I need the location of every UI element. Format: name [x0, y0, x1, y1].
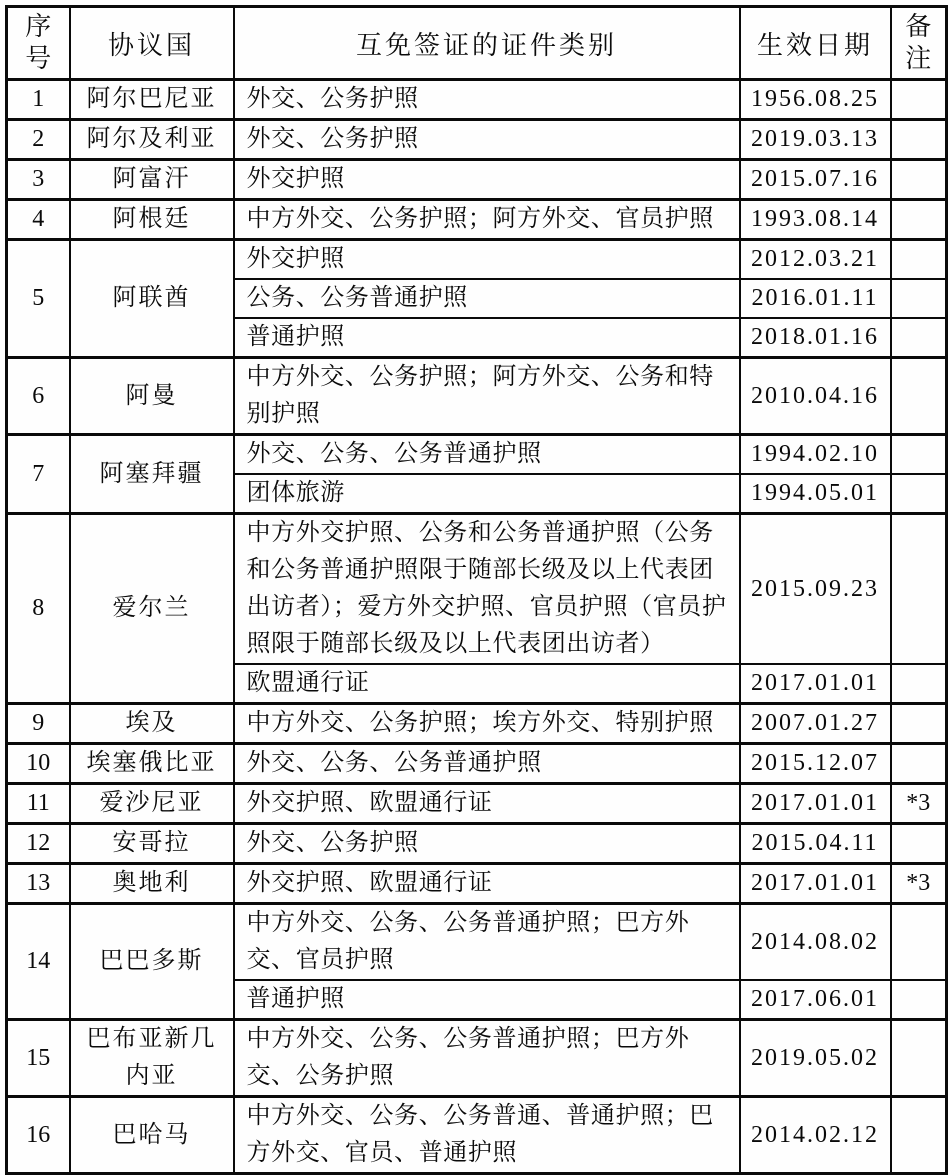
table-row — [7, 704, 947, 744]
header-effective-date: 生效日期 — [740, 7, 891, 80]
effective-date-cell: 2018.01.16 — [740, 318, 891, 358]
header-serial: 序号 — [7, 7, 70, 80]
country-cell: 阿联酋 — [70, 240, 234, 358]
country-cell: 阿曼 — [70, 358, 234, 435]
serial-cell: 2 — [7, 120, 70, 160]
effective-date-cell: 2007.01.27 — [740, 704, 891, 744]
visa-exemption-table — [5, 5, 948, 1175]
document-types-cell: 外交、公务、公务普通护照 — [234, 435, 740, 475]
table-body — [7, 80, 947, 1174]
country-cell: 巴巴多斯 — [70, 904, 234, 1020]
serial-cell: 14 — [7, 904, 70, 1020]
remark-cell — [891, 980, 947, 1020]
remark-cell — [891, 279, 947, 318]
effective-date-cell: 2012.03.21 — [740, 240, 891, 280]
document-types-cell: 外交护照 — [234, 160, 740, 200]
serial-cell: 15 — [7, 1020, 70, 1097]
remark-cell — [891, 80, 947, 120]
effective-date-cell: 2017.01.01 — [740, 864, 891, 904]
serial-cell: 16 — [7, 1097, 70, 1174]
header-remarks: 备注 — [891, 7, 947, 80]
remark-cell — [891, 824, 947, 864]
table-row — [7, 514, 947, 665]
effective-date-cell: 2014.02.12 — [740, 1097, 891, 1174]
effective-date-cell: 2015.04.11 — [740, 824, 891, 864]
document-types-cell: 外交、公务护照 — [234, 120, 740, 160]
country-cell: 巴哈马 — [70, 1097, 234, 1174]
effective-date-cell: 2014.08.02 — [740, 904, 891, 981]
document-types-cell: 外交护照、欧盟通行证 — [234, 784, 740, 824]
document-types-cell: 欧盟通行证 — [234, 664, 740, 704]
remark-cell: *3 — [891, 784, 947, 824]
document-types-cell: 公务、公务普通护照 — [234, 279, 740, 318]
serial-cell: 12 — [7, 824, 70, 864]
table-row — [7, 784, 947, 824]
effective-date-cell: 2017.01.01 — [740, 664, 891, 704]
effective-date-cell: 1994.02.10 — [740, 435, 891, 475]
table-row — [7, 358, 947, 435]
serial-cell: 4 — [7, 200, 70, 240]
effective-date-cell: 2017.01.01 — [740, 784, 891, 824]
country-cell: 爱尔兰 — [70, 514, 234, 704]
table-row — [7, 1097, 947, 1174]
country-cell: 阿尔及利亚 — [70, 120, 234, 160]
remark-cell — [891, 744, 947, 784]
serial-cell: 5 — [7, 240, 70, 358]
serial-cell: 10 — [7, 744, 70, 784]
document-types-cell: 中方外交、公务护照；阿方外交、官员护照 — [234, 200, 740, 240]
document-types-cell: 外交、公务护照 — [234, 80, 740, 120]
remark-cell — [891, 514, 947, 665]
remark-cell — [891, 1097, 947, 1174]
header-country: 协议国 — [70, 7, 234, 80]
effective-date-cell: 2016.01.11 — [740, 279, 891, 318]
effective-date-cell: 1956.08.25 — [740, 80, 891, 120]
document-types-cell: 普通护照 — [234, 980, 740, 1020]
country-cell: 奥地利 — [70, 864, 234, 904]
remark-cell — [891, 318, 947, 358]
remark-cell — [891, 1020, 947, 1097]
effective-date-cell: 1994.05.01 — [740, 474, 891, 514]
document-types-cell: 外交护照、欧盟通行证 — [234, 864, 740, 904]
document-types-cell: 外交、公务护照 — [234, 824, 740, 864]
remark-cell — [891, 704, 947, 744]
document-types-cell: 中方外交、公务护照；阿方外交、公务和特别护照 — [234, 358, 740, 435]
remark-cell — [891, 160, 947, 200]
document-types-cell: 中方外交、公务、公务普通、普通护照；巴方外交、官员、普通护照 — [234, 1097, 740, 1174]
table-row — [7, 1020, 947, 1097]
table-row — [7, 240, 947, 280]
table-row — [7, 160, 947, 200]
effective-date-cell: 2015.07.16 — [740, 160, 891, 200]
table-row — [7, 904, 947, 981]
effective-date-cell: 2015.09.23 — [740, 514, 891, 665]
document-types-cell: 中方外交护照、公务和公务普通护照（公务和公务普通护照限于随部长级及以上代表团出访者）；爱方外交护照、官员护照（官员护照限于随部长级及以上代表团出访者） — [234, 514, 740, 665]
effective-date-cell: 2015.12.07 — [740, 744, 891, 784]
document-types-cell: 中方外交、公务护照；埃方外交、特别护照 — [234, 704, 740, 744]
remark-cell — [891, 664, 947, 704]
remark-cell — [891, 240, 947, 280]
country-cell: 安哥拉 — [70, 824, 234, 864]
country-cell: 巴布亚新几内亚 — [70, 1020, 234, 1097]
remark-cell — [891, 200, 947, 240]
table-row — [7, 824, 947, 864]
table-row — [7, 120, 947, 160]
serial-cell: 13 — [7, 864, 70, 904]
country-cell: 埃塞俄比亚 — [70, 744, 234, 784]
remark-cell — [891, 435, 947, 475]
table-header — [7, 7, 947, 80]
serial-cell: 6 — [7, 358, 70, 435]
serial-cell: 9 — [7, 704, 70, 744]
country-cell: 阿尔巴尼亚 — [70, 80, 234, 120]
country-cell: 阿富汗 — [70, 160, 234, 200]
document-types-cell: 外交、公务、公务普通护照 — [234, 744, 740, 784]
serial-cell: 1 — [7, 80, 70, 120]
serial-cell: 11 — [7, 784, 70, 824]
effective-date-cell: 2010.04.16 — [740, 358, 891, 435]
document-types-cell: 团体旅游 — [234, 474, 740, 514]
remark-cell — [891, 120, 947, 160]
table-row — [7, 80, 947, 120]
country-cell: 埃及 — [70, 704, 234, 744]
effective-date-cell: 1993.08.14 — [740, 200, 891, 240]
document-types-cell: 外交护照 — [234, 240, 740, 280]
effective-date-cell: 2017.06.01 — [740, 980, 891, 1020]
remark-cell: *3 — [891, 864, 947, 904]
effective-date-cell: 2019.05.02 — [740, 1020, 891, 1097]
table-row — [7, 744, 947, 784]
header-document-types: 互免签证的证件类别 — [234, 7, 740, 80]
document-types-cell: 普通护照 — [234, 318, 740, 358]
table-row — [7, 435, 947, 475]
serial-cell: 7 — [7, 435, 70, 514]
serial-cell: 8 — [7, 514, 70, 704]
country-cell: 阿根廷 — [70, 200, 234, 240]
remark-cell — [891, 358, 947, 435]
table-row — [7, 864, 947, 904]
country-cell: 阿塞拜疆 — [70, 435, 234, 514]
remark-cell — [891, 904, 947, 981]
document-types-cell: 中方外交、公务、公务普通护照；巴方外交、公务护照 — [234, 1020, 740, 1097]
serial-cell: 3 — [7, 160, 70, 200]
document-types-cell: 中方外交、公务、公务普通护照；巴方外交、官员护照 — [234, 904, 740, 981]
remark-cell — [891, 474, 947, 514]
header-row — [7, 7, 947, 80]
effective-date-cell: 2019.03.13 — [740, 120, 891, 160]
country-cell: 爱沙尼亚 — [70, 784, 234, 824]
table-row — [7, 200, 947, 240]
